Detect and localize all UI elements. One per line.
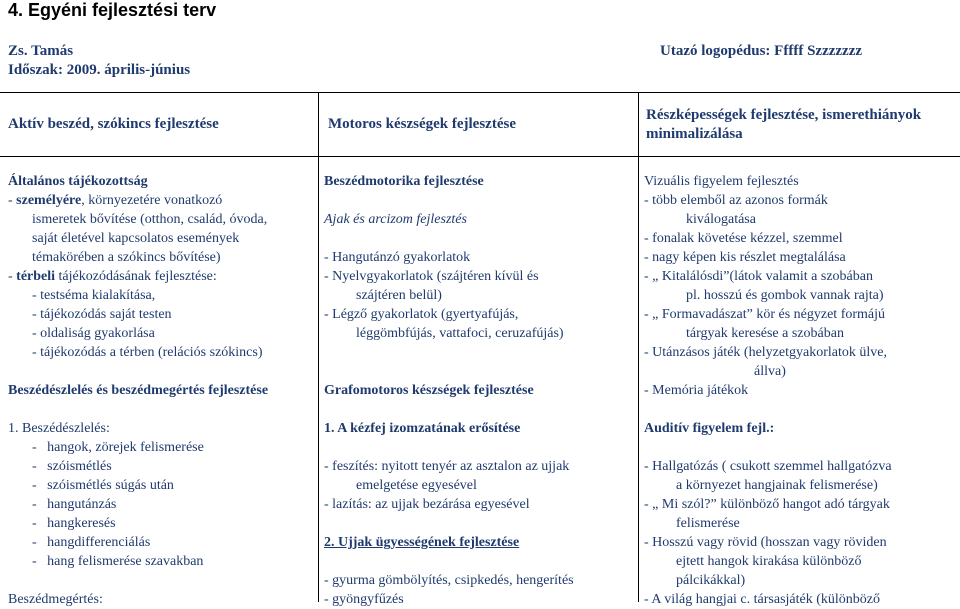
list-item: - gyurma gömbölyítés, csipkedés, hengerítés (324, 573, 574, 588)
list-item: - nagy képen kis részlet megtalálása (644, 250, 846, 265)
subheading: 2. Ujjak ügyességének fejlesztése (324, 535, 520, 550)
list-item: - „ Formavadászat” kör és négyzet formájú (644, 307, 886, 322)
italic-subheading: Ajak és arcizom fejlesztés (324, 212, 467, 227)
section-heading: Beszédészlelés és beszédmegértés fejlesztése (8, 383, 269, 398)
therapist: Utazó logopédus: Fffff Szzzzzzz (660, 43, 863, 59)
list-item: - tájékozódás saját testen (32, 307, 172, 322)
list-item: - hang felismerése szavakban (32, 554, 204, 569)
list-item-cont: pálcikákkal) (676, 573, 746, 588)
list-item-cont: pl. hosszú és gombok vannak rajta) (686, 288, 884, 303)
column-divider (318, 92, 319, 602)
section-heading: Beszédmotorika fejlesztése (324, 174, 484, 189)
list-item: - oldaliság gyakorlása (32, 326, 155, 341)
header-row-border (0, 156, 960, 157)
list-item-cont: ejtett hangok kirakása különböző (676, 554, 862, 569)
list-item: - „ Mi szól?” különböző hangot adó tárgyak (644, 497, 890, 512)
list-item: - szóismétlés (32, 459, 112, 474)
header-col3-line2: minimalizálása (646, 126, 743, 142)
list-item: - hangkeresés (32, 516, 116, 531)
table-top-border (0, 92, 960, 93)
page-title: 4. Egyéni fejlesztési terv (8, 0, 217, 20)
list-item: - A világ hangjai c. társasjáték (különböző (644, 592, 880, 607)
list-item: - „ Kitalálósdi”(látok valamit a szobában (644, 269, 873, 284)
list-item-cont: emelgetése egyesével (356, 478, 477, 493)
list-item: - testséma kialakítása, (32, 288, 156, 303)
list-item: - hangutánzás (32, 497, 117, 512)
child-name: Zs. Tamás (8, 43, 74, 59)
section-heading: Grafomotoros készségek fejlesztése (324, 383, 534, 398)
header-col2: Motoros készségek fejlesztése (328, 116, 516, 132)
list-item: - fonalak követése kézzel, szemmel (644, 231, 843, 246)
header-col1: Aktív beszéd, szókincs fejlesztése (8, 116, 219, 132)
list-item: - gyöngyfűzés (324, 592, 404, 607)
list-item-cont: léggömbfújás, vattafoci, ceruzafújás) (356, 326, 564, 341)
list-item: - hangok, zörejek felismerése (32, 440, 204, 455)
list-item: - Hosszú vagy rövid (hosszan vagy röviden (644, 535, 887, 550)
list-item: - hangdifferenciálás (32, 535, 151, 550)
list-item-cont: állva) (754, 364, 786, 379)
column-language (8, 172, 268, 609)
subheading: Beszédmegértés: (8, 592, 103, 607)
list-item-cont: kiválogatása (686, 212, 756, 227)
section-heading: Vizuális figyelem fejlesztés (644, 174, 799, 189)
column-motor (324, 172, 574, 609)
period: Időszak: 2009. április-június (8, 62, 191, 78)
subheading: 1. Beszédészlelés: (8, 421, 110, 436)
list-item: - több elemből az azonos formák (644, 193, 828, 208)
list-item-cont: saját életével kapcsolatos események (32, 231, 240, 246)
list-item-cont: a környezet hangjainak felismerése) (676, 478, 878, 493)
column-skills (644, 172, 892, 609)
list-item: - Utánzásos játék (helyzetgyakorlatok ülve, (644, 345, 887, 360)
list-item: - Hallgatózás ( csukott szemmel hallgatózva (644, 459, 892, 474)
section-heading: Auditív figyelem fejl.: (644, 421, 775, 436)
list-item: - Hangutánzó gyakorlatok (324, 250, 471, 265)
list-item: - Nyelvgyakorlatok (szájtéren kívül és (324, 269, 539, 284)
list-item: - térbeli tájékozódásának fejlesztése: (8, 269, 217, 284)
list-item: - Memória játékok (644, 383, 749, 398)
section-heading: Általános tájékozottság (8, 174, 148, 189)
list-item-cont: szájtéren belül) (356, 288, 442, 303)
list-item: - tájékozódás a térben (relációs szókincs) (32, 345, 263, 360)
list-item-cont: felismerése (676, 516, 740, 531)
list-item: - lazítás: az ujjak bezárása egyesével (324, 497, 530, 512)
list-item: - szóismétlés súgás után (32, 478, 174, 493)
list-item-cont: ismeretek bővítése (otthon, család, óvoda, (32, 212, 268, 227)
list-item: - feszítés: nyitott tenyér az asztalon az ujjak (324, 459, 570, 474)
subheading: 1. A kézfej izomzatának erősítése (324, 421, 521, 436)
list-item-cont: témakörében a szókincs bővítése) (32, 250, 221, 265)
list-item-cont: tárgyak keresése a szobában (686, 326, 844, 341)
column-divider (638, 92, 639, 602)
header-col3-line1: Részképességek fejlesztése, ismerethiányok (646, 107, 922, 123)
list-item: - személyére, környezetére vonatkozó (8, 193, 223, 208)
list-item: - Légző gyakorlatok (gyertyafújás, (324, 307, 519, 322)
